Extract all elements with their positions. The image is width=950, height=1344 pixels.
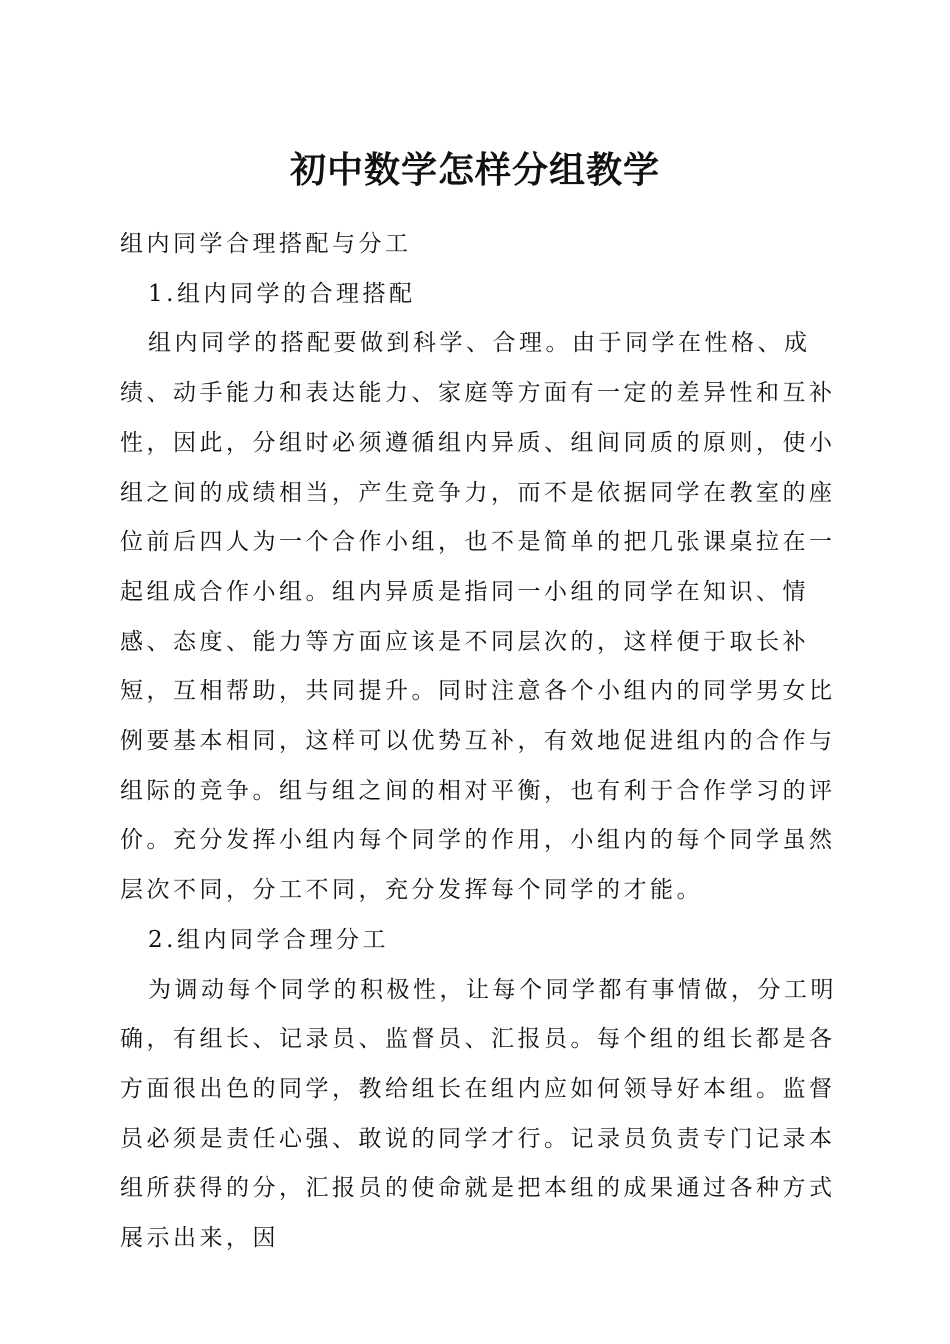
section-heading: 组内同学合理搭配与分工	[120, 231, 412, 257]
subsection-heading-1: 1.组内同学的合理搭配	[148, 280, 416, 307]
document-body	[120, 220, 840, 1264]
subsection-heading-2: 2.组内同学合理分工	[148, 926, 389, 953]
document-title: 初中数学怎样分组教学	[289, 149, 660, 191]
paragraph-1: 组内同学的搭配要做到科学、合理。由于同学在性格、成绩、动手能力和表达能力、家庭等方面有一定的差异性和互补性，因此，分组时必须遵循组内异质、组间同质的原则，使小组之间的成绩相当，产生竞争力，而不是依据同学在教室的座位前后四人为一个合作小组，也不是简单的把几张课桌拉在一起组成合作小组。组内异质是指同一小组的同学在知识、情感、态度、能力等方面应该是不同层次的，这样便于取长补短，互相帮助，共同提升。同时注意各个小组内的同学男女比例要基本相同，这样可以优势互补，有效地促进组内的合作与组际的竞争。组与组之间的相对平衡，也有利于合作学习的评价。充分发挥小组内每个同学的作用，小组内的每个同学虽然层次不同，分工不同，充分发挥每个同学的才能。	[120, 330, 836, 904]
paragraph-2: 为调动每个同学的积极性，让每个同学都有事情做，分工明确，有组长、记录员、监督员、汇报员。每个组的组长都是各方面很出色的同学，教给组长在组内应如何领导好本组。监督员必须是责任心强、敢说的同学才行。记录员负责专门记录本组所获得的分，汇报员的使命就是把本组的成果通过各种方式展示出来，因	[120, 976, 837, 1252]
